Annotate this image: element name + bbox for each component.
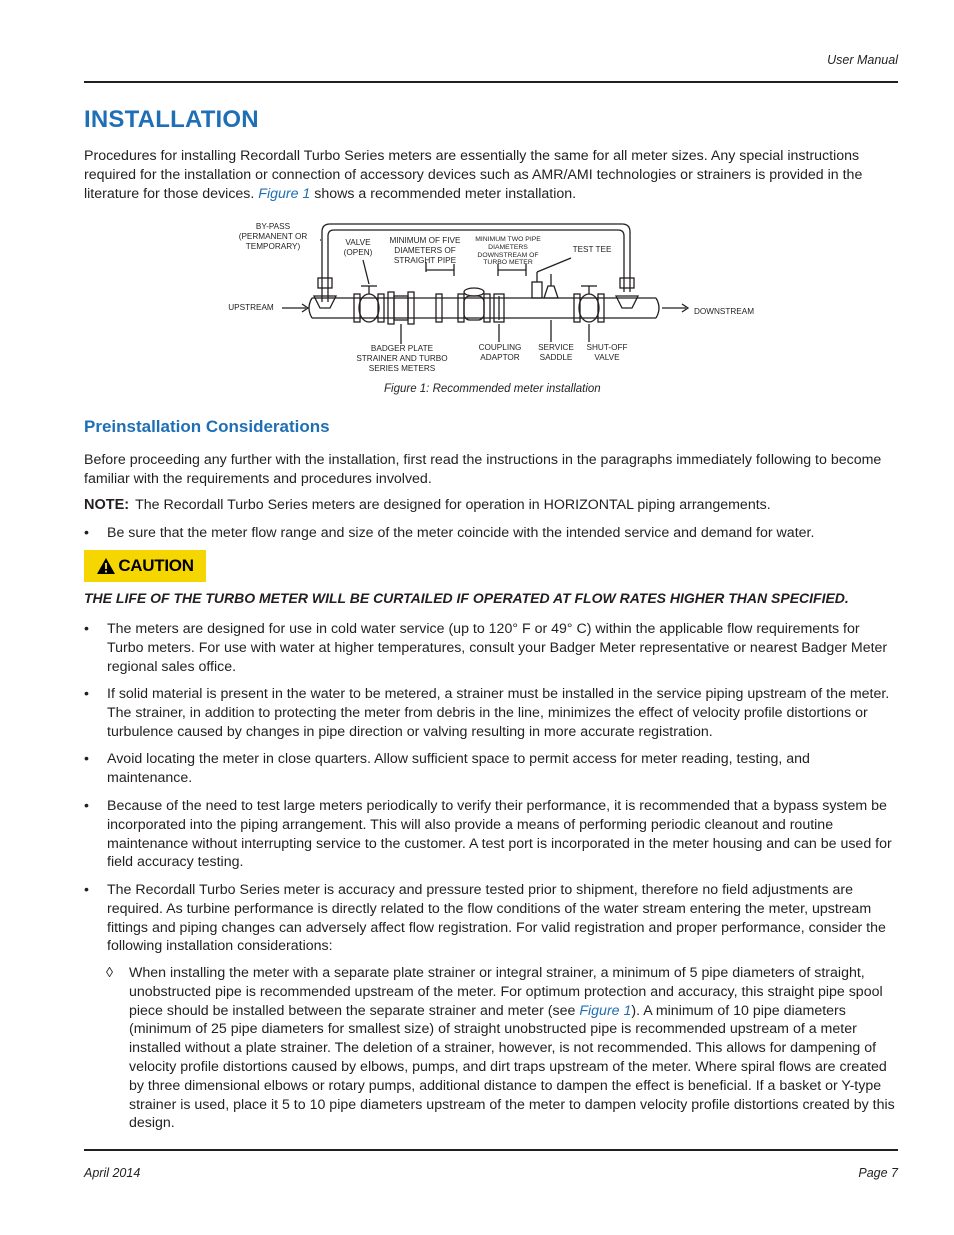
preinstall-paragraph: Before proceeding any further with the installation, first read the instructions in the paragraphs immediately following to become familiar with the requirements and procedures involved. bbox=[84, 452, 882, 487]
installation-figure bbox=[226, 212, 766, 382]
figure-link-2[interactable]: Figure 1 bbox=[579, 1002, 632, 1019]
list-item: • The Recordall Turbo Series meter is accuracy and pressure tested prior to shipment, therefore no field adjustments are required. As turbine performance is directly related to the flow conditions of the water stream entering the meter, upstream fittings and piping changes can adversely affect flow registration. For valid registration and proper performance, consider the following installation considerations: bbox=[84, 881, 898, 956]
diamond-icon: ◊ bbox=[106, 965, 114, 981]
label-shutoff: SHUT-OFF VALVE bbox=[586, 343, 628, 362]
label-test-tee: TEST TEE bbox=[572, 245, 612, 254]
list-item: • Because of the need to test large meters periodically to verify their performance, it is recommended that a bypass system be incorporated into the piping arrangement. This will also provide a means of performing periodic cleanout and routine maintenance without interrupting service to the customer. A test port is incorporated in the meter housing and can be used for field accuracy testing. bbox=[84, 797, 898, 872]
sub-text-1: When installing the meter with a separate plate strainer or integral strainer, a minimum of 5 pipe diameters of straight, unobstructed pipe is recommended upstream of the meter. For optimum protection and accuracy, this straight pipe spool piece should be installed between the separate strainer and meter (see bbox=[129, 965, 883, 1019]
list-item: • If solid material is present in the water to be metered, a strainer must be installed in the service piping upstream of the meter. The strainer, in addition to protecting the meter from debris in the line, minimizes the effect of velocity profile distortions or turbulence caused by changes in pipe direction or valving resulting in more accurate registration. bbox=[84, 685, 898, 741]
note-label: NOTE: bbox=[84, 497, 130, 513]
sub-text-2: ). A minimum of 10 pipe diameters (minimum of 25 pipe diameters for smallest size) of straight unobstructed pipe is recommended upstream of a meter installed without a plate strainer. The deletion of a strainer, however, is not recommended. This allows for dampening of velocity profile distortions caused by elbows, pumps, and dirt traps upstream of the meter. Where spiral flows are created by three dimensional elbows or rotary pumps, additional distance to dampen the effect is beneficial. If a basket or Y-type strainer is used, place it 5 to 10 pipe diameters upstream of the meter to dampen velocity profile distortions created by this design. bbox=[129, 1002, 895, 1132]
bullet-text: Because of the need to test large meters periodically to verify their performance, it is recommended that a bypass system be incorporated into the piping arrangement. This will also provide a means of performing periodic cleanout and routine maintenance without interrupting service to the customer. A test port is incorporated in the meter housing and can be used for field accuracy testing. bbox=[107, 798, 892, 871]
footer-date: April 2014 bbox=[84, 1166, 141, 1180]
bullet-text: The meters are designed for use in cold water service (up to 120° F or 49° C) within the applicable flow requirements for Turbo meters. For use with water at higher temperatures, consult your Badger Meter representative or nearest Badger Meter regional sales office. bbox=[107, 621, 888, 675]
figure-caption: Figure 1: Recommended meter installation bbox=[384, 383, 601, 395]
label-five-diameters: MINIMUM OF FIVE DIAMETERS OF STRAIGHT PIPE bbox=[389, 236, 461, 265]
label-saddle: SERVICE SADDLE bbox=[538, 343, 574, 362]
sub-list-item bbox=[106, 964, 898, 1133]
section-heading: Preinstallation Considerations bbox=[84, 417, 330, 436]
caution-text: THE LIFE OF THE TURBO METER WILL BE CURTAILED IF OPERATED AT FLOW RATES HIGHER THAN SPECIFIED. bbox=[84, 590, 849, 606]
label-two-diameters: MINIMUM TWO PIPE DIAMETERS DOWNSTREAM OF TURBO METER bbox=[475, 236, 541, 267]
label-bypass: BY-PASS (PERMANENT OR TEMPORARY) bbox=[238, 222, 308, 251]
caution-label: CAUTION bbox=[118, 556, 194, 575]
running-header: User Manual bbox=[827, 53, 898, 67]
bullet-text: Avoid locating the meter in close quarters. Allow sufficient space to permit access for meter reading, testing, and maintenance. bbox=[107, 751, 810, 786]
list-item: • Avoid locating the meter in close quarters. Allow sufficient space to permit access for meter reading, testing, and maintenance. bbox=[84, 750, 898, 788]
label-downstream: DOWNSTREAM bbox=[693, 307, 755, 316]
note bbox=[84, 497, 771, 513]
header-rule bbox=[84, 81, 898, 83]
intro-text-2: shows a recommended meter installation. bbox=[310, 185, 577, 202]
figure-link[interactable]: Figure 1 bbox=[258, 185, 311, 202]
label-coupling: COUPLING ADAPTOR bbox=[478, 343, 522, 362]
intro-text-1: Procedures for installing Recordall Turbo Series meters are essentially the same for all meter sizes. Any special instructions required for the installation or connection of accessory devices such as AMR/AMI technologies or strainers is provided in the literature for those devices. bbox=[84, 148, 863, 202]
bullet-text: If solid material is present in the water to be metered, a strainer must be installed in the service piping upstream of the meter. The strainer, in addition to protecting the meter from debris in the line, minimizes the effect of velocity profile distortions or turbulence caused by changes in pipe direction or valving resulting in more accurate registration. bbox=[107, 686, 890, 740]
footer-rule bbox=[84, 1149, 898, 1151]
page-title: INSTALLATION bbox=[84, 106, 259, 133]
label-upstream: UPSTREAM bbox=[228, 303, 274, 312]
bullet-text: The Recordall Turbo Series meter is accuracy and pressure tested prior to shipment, therefore no field adjustments are required. As turbine performance is directly related to the flow conditions of the water stream entering the meter, upstream fittings and piping changes can adversely affect flow registration. For valid registration and proper performance, consider the following installation considerations: bbox=[107, 882, 886, 955]
intro-paragraph bbox=[84, 147, 898, 203]
note-text: The Recordall Turbo Series meters are designed for operation in HORIZONTAL piping arrangements. bbox=[135, 497, 771, 513]
list-item: • The meters are designed for use in cold water service (up to 120° F or 49° C) within the applicable flow requirements for Turbo meters. For use with water at higher temperatures, consult your Badger Meter representative or nearest Badger Meter regional sales office. bbox=[84, 620, 898, 676]
bullet-text: Be sure that the meter flow range and size of the meter coincide with the intended service and demand for water. bbox=[107, 525, 815, 541]
warning-icon bbox=[96, 557, 116, 575]
caution-badge bbox=[84, 550, 206, 582]
list-item: • Be sure that the meter flow range and size of the meter coincide with the intended service and demand for water. bbox=[84, 524, 898, 543]
label-strainer-meters: BADGER PLATE STRAINER AND TURBO SERIES METERS bbox=[356, 344, 448, 373]
page-number: Page 7 bbox=[858, 1166, 898, 1180]
label-valve: VALVE (OPEN) bbox=[343, 238, 373, 257]
